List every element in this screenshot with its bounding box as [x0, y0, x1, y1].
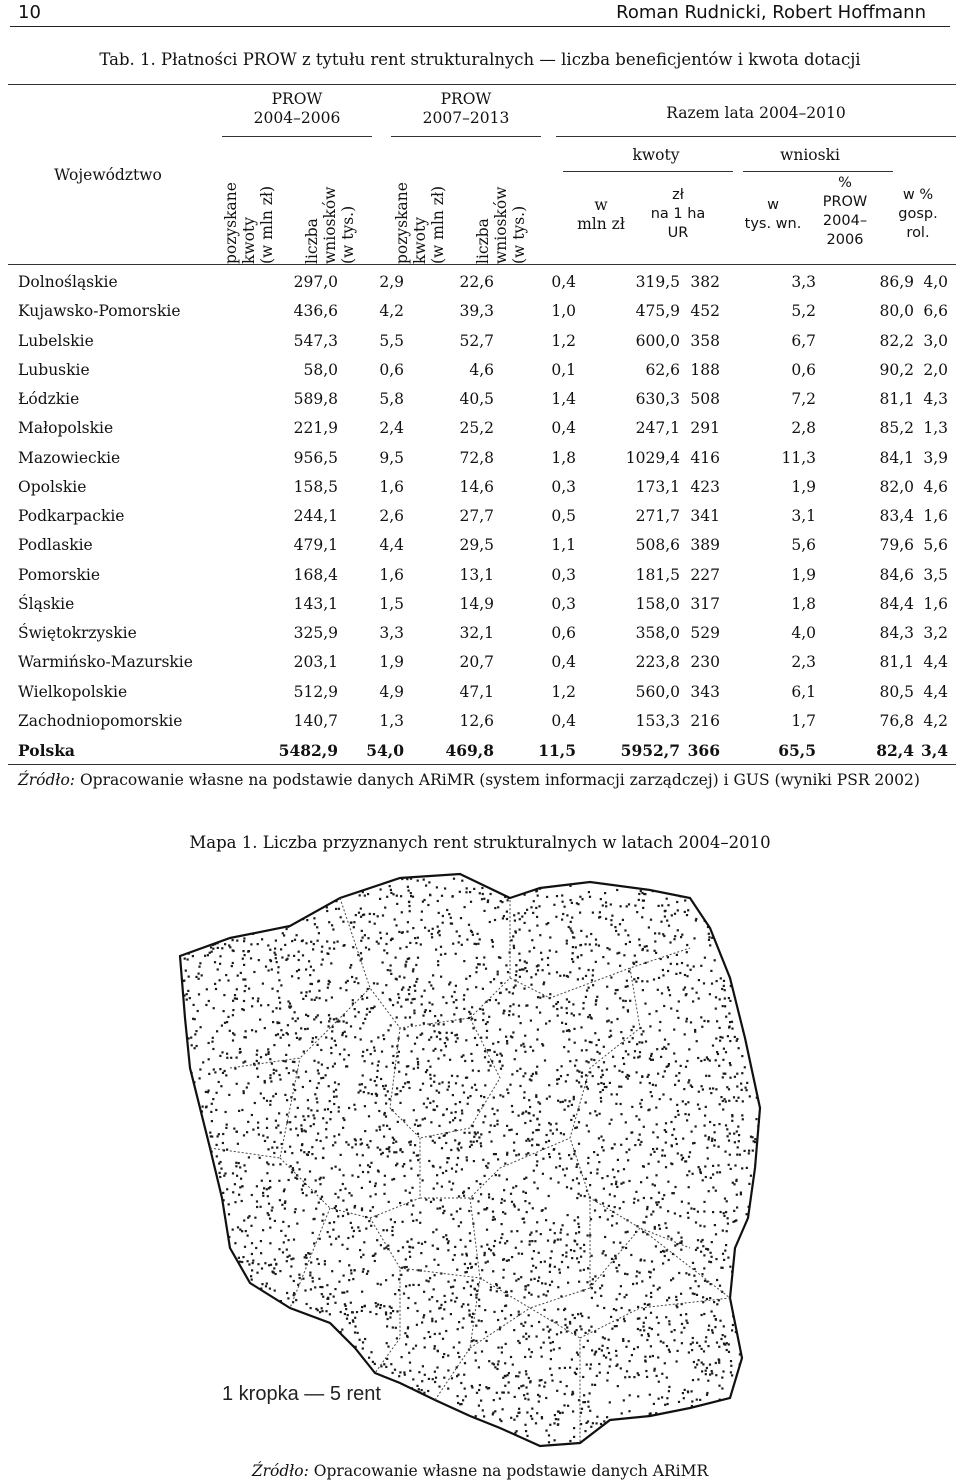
- table-row: [8, 648, 956, 677]
- header-w-tys-wn: [733, 196, 813, 234]
- table-cell: 508: [690, 390, 720, 408]
- table-cell: 1,3: [923, 419, 948, 438]
- table-cell: 382: [690, 273, 720, 291]
- table-row: [8, 444, 956, 473]
- table-row: [8, 327, 956, 356]
- table-caption: Tab. 1. Płatności PROW z tytułu rent strukturalnych — liczba beneficjentów i kwota dotacji: [99, 50, 861, 69]
- voivodeship-name: Wielkopolskie: [18, 682, 128, 701]
- table-cell: 6,1: [791, 682, 816, 701]
- table-cell: 0,4: [551, 711, 576, 730]
- table-cell: 5482,9: [278, 741, 338, 760]
- table-cell: 1,9: [791, 477, 816, 496]
- table-cell: 0,3: [551, 594, 576, 613]
- header-prow1-line1: PROW: [271, 90, 323, 108]
- table-cell: 5952,7: [620, 741, 680, 760]
- table-cell: 1,6: [923, 507, 948, 525]
- table-cell: 508,6: [635, 536, 680, 555]
- table-cell: 1,8: [551, 448, 576, 467]
- table-cell: 1,5: [379, 594, 404, 613]
- kwoty-rule: [563, 171, 733, 172]
- hdr-text: (w mln zł): [258, 185, 276, 264]
- country-border: [180, 874, 760, 1446]
- hdr-text: rol.: [906, 225, 930, 241]
- voivodeship-name: Podkarpackie: [18, 507, 125, 525]
- map-source-text: Opracowanie własne na podstawie danych ARiMR: [308, 1462, 709, 1480]
- table-cell: 4,2: [379, 302, 404, 321]
- table-cell: 2,6: [379, 507, 404, 525]
- table-cell: 4,2: [923, 711, 948, 730]
- table-cell: 341: [690, 507, 720, 525]
- table-cell: 22,6: [459, 273, 494, 291]
- hdr-text: kwoty: [411, 217, 429, 264]
- table-cell: 85,2: [879, 419, 914, 438]
- table-cell: 181,5: [635, 565, 680, 584]
- table-cell: 1,0: [551, 302, 576, 321]
- table-row: [8, 414, 956, 443]
- table-cell: 3,4: [921, 741, 948, 760]
- table-cell: 90,2: [879, 360, 914, 379]
- table-cell: 14,6: [459, 477, 494, 496]
- table-cell: 86,9: [879, 273, 914, 291]
- header-prow2-line1: PROW: [440, 90, 492, 108]
- table-cell: 76,8: [879, 711, 914, 730]
- table-cell: 84,3: [879, 624, 914, 642]
- voivodeship-name: Łódzkie: [18, 390, 80, 408]
- table-cell: 469,8: [445, 741, 494, 760]
- hdr-text: 2006: [826, 232, 864, 248]
- table-cell: 7,2: [791, 390, 816, 408]
- table-cell: 0,3: [551, 565, 576, 584]
- table-cell: 5,6: [923, 536, 948, 555]
- table-cell: 0,6: [379, 360, 404, 379]
- table-cell: 20,7: [459, 653, 494, 672]
- border-podkarpackie: [580, 1298, 730, 1338]
- hdr-text: gosp.: [898, 206, 938, 222]
- table-cell: 630,3: [635, 390, 680, 408]
- table-cell: 11,5: [538, 741, 576, 760]
- table-cell: 3,5: [923, 565, 948, 584]
- table-cell: 244,1: [293, 507, 338, 525]
- table-row: [8, 531, 956, 560]
- border-kujawsko: [390, 1018, 500, 1138]
- table-row: [8, 502, 956, 531]
- table-cell: 366: [687, 741, 720, 760]
- header-liczba-1: [303, 187, 357, 265]
- table-cell: 1,4: [551, 390, 576, 408]
- header-rule: [10, 26, 950, 27]
- voivodeship-name: Śląskie: [18, 594, 75, 613]
- table-cell: 84,6: [879, 565, 914, 584]
- table-cell: 84,4: [879, 594, 914, 613]
- table-cell: 13,1: [459, 565, 494, 584]
- table-cell: 4,4: [379, 536, 404, 555]
- running-head-authors: Roman Rudnicki, Robert Hoffmann: [616, 2, 926, 23]
- table-cell: 82,2: [879, 331, 914, 350]
- table-cell: 32,1: [459, 624, 494, 642]
- voivodeship-name: Świętokrzyskie: [18, 624, 137, 642]
- table-cell: 325,9: [293, 624, 338, 642]
- hdr-text: wniosków: [321, 186, 339, 264]
- table-cell: 4,6: [469, 360, 494, 379]
- table-cell: 83,4: [879, 507, 914, 525]
- table-cell: 0,3: [551, 477, 576, 496]
- table-cell: 4,6: [923, 477, 948, 496]
- table-cell: 4,0: [923, 273, 948, 291]
- table-cell: 343: [690, 682, 720, 701]
- table-row: [8, 678, 956, 707]
- prow1-rule: [222, 136, 372, 137]
- source-label: Źródło:: [18, 771, 76, 789]
- table-cell: 416: [690, 448, 720, 467]
- table-cell: 84,1: [879, 448, 914, 467]
- page-number: 10: [18, 2, 41, 23]
- table-cell: 158,0: [635, 594, 680, 613]
- table-cell: 358,0: [635, 624, 680, 642]
- table-cell: 158,5: [293, 477, 338, 496]
- table-source: [18, 771, 920, 789]
- header-zl-na-ha: [633, 186, 723, 243]
- table-cell: 1,8: [791, 594, 816, 613]
- border-swietokrzyskie: [470, 1198, 590, 1308]
- header-proc-gosp: [886, 186, 950, 243]
- razem-rule: [556, 136, 956, 137]
- table-cell: 1,6: [923, 594, 948, 613]
- hdr-text: UR: [667, 225, 689, 241]
- voivodeship-name: Warmińsko-Mazurskie: [18, 653, 193, 672]
- table-row: [8, 268, 956, 297]
- table-cell: 221,9: [293, 419, 338, 438]
- table-cell: 153,3: [635, 711, 680, 730]
- table-top-rule: [8, 84, 956, 85]
- table-cell: 1029,4: [625, 448, 680, 467]
- table-cell: 0,1: [551, 360, 576, 379]
- header-pozyskane-2: [393, 182, 447, 264]
- hdr-text: (w tys.): [510, 205, 528, 264]
- header-liczba-2: [474, 187, 528, 265]
- table-cell: 12,6: [459, 711, 494, 730]
- page-header: [0, 0, 960, 26]
- table-cell: 58,0: [303, 360, 338, 379]
- table-cell: 14,9: [459, 594, 494, 613]
- table-cell: 0,4: [551, 653, 576, 672]
- table-cell: 1,2: [551, 331, 576, 350]
- table-cell: 1,9: [379, 653, 404, 672]
- table-cell: 2,3: [791, 653, 816, 672]
- table-total-row: [8, 736, 956, 765]
- map-legend: 1 kropka — 5 rent: [222, 1383, 381, 1405]
- table-cell: 39,3: [459, 302, 494, 321]
- table-row: [8, 385, 956, 414]
- table-cell: 4,3: [923, 390, 948, 408]
- header-razem: Razem lata 2004–2010: [666, 104, 846, 122]
- table-cell: 317: [690, 594, 720, 613]
- table-cell: 1,9: [791, 565, 816, 584]
- voivodeship-name: Małopolskie: [18, 419, 114, 438]
- table-cell: 479,1: [293, 536, 338, 555]
- hdr-text: zł: [672, 187, 684, 203]
- header-prow-2004-2006: [222, 90, 372, 128]
- table-cell: 188: [690, 360, 720, 379]
- table-cell: 168,4: [293, 565, 338, 584]
- table-bottom-rule: [8, 764, 956, 765]
- table-cell: 6,6: [923, 302, 948, 321]
- poland-dot-map: [170, 868, 770, 1452]
- table-cell: 80,0: [879, 302, 914, 321]
- table-cell: 1,3: [379, 711, 404, 730]
- table-cell: 512,9: [293, 682, 338, 701]
- table-cell: 247,1: [635, 419, 680, 438]
- header-prow2-line2: 2007–2013: [422, 109, 510, 127]
- header-wnioski: wnioski: [780, 146, 840, 164]
- table-cell: 81,1: [879, 390, 914, 408]
- hdr-text: wniosków: [492, 186, 510, 264]
- hdr-text: (w tys.): [339, 205, 357, 264]
- table-cell: 297,0: [293, 273, 338, 291]
- table-row: [8, 590, 956, 619]
- table-cell: 1,1: [551, 536, 576, 555]
- header-bottom-rule: [8, 264, 956, 265]
- border-opolskie: [370, 1218, 400, 1373]
- table-cell: 3,3: [379, 624, 404, 642]
- hdr-text: PROW: [822, 194, 868, 210]
- table-cell: 140,7: [293, 711, 338, 730]
- header-kwoty: kwoty: [632, 146, 680, 164]
- table-cell: 0,4: [551, 419, 576, 438]
- table-cell: 0,6: [791, 360, 816, 379]
- table-cell: 72,8: [459, 448, 494, 467]
- table-cell: 82,0: [879, 477, 914, 496]
- table-cell: 4,9: [379, 682, 404, 701]
- table-cell: 143,1: [293, 594, 338, 613]
- table-cell: 423: [690, 477, 720, 496]
- table-cell: 2,4: [379, 419, 404, 438]
- table-cell: 956,5: [293, 448, 338, 467]
- hdr-text: tys. wn.: [744, 216, 802, 232]
- map-caption: Mapa 1. Liczba przyznanych rent strukturalnych w latach 2004–2010: [189, 833, 771, 852]
- voivodeship-name: Polska: [18, 741, 75, 760]
- border-warminsko: [510, 948, 690, 998]
- table-row: [8, 297, 956, 326]
- table-cell: 216: [690, 711, 720, 730]
- table-cell: 203,1: [293, 653, 338, 672]
- table-cell: 475,9: [635, 302, 680, 321]
- header-pozyskane-1: [222, 182, 276, 264]
- table-cell: 230: [690, 653, 720, 672]
- map-source-label: Źródło:: [251, 1462, 309, 1480]
- voivodeship-name: Kujawsko-Pomorskie: [18, 302, 181, 321]
- table-cell: 40,5: [459, 390, 494, 408]
- voivodeship-name: Opolskie: [18, 477, 87, 496]
- table-cell: 9,5: [379, 448, 404, 467]
- table-cell: 3,0: [923, 331, 948, 350]
- voivodeship-borders: [210, 898, 730, 1443]
- table-cell: 0,6: [551, 624, 576, 642]
- table-cell: 5,5: [379, 331, 404, 350]
- table-cell: 1,6: [379, 565, 404, 584]
- table-row: [8, 473, 956, 502]
- voivodeship-name: Lubuskie: [18, 360, 90, 379]
- table-cell: 223,8: [635, 653, 680, 672]
- table-cell: 5,2: [791, 302, 816, 321]
- hdr-text: w: [767, 197, 779, 213]
- voivodeship-name: Podlaskie: [18, 536, 93, 555]
- data-table: [8, 84, 956, 764]
- table-cell: 5,6: [791, 536, 816, 555]
- table-cell: 6,7: [791, 331, 816, 350]
- border-pomorskie: [340, 898, 510, 1028]
- table-cell: 3,9: [923, 448, 948, 467]
- header-wojewodztwo: Województwo: [54, 166, 162, 184]
- table-cell: 2,0: [923, 360, 948, 379]
- table-cell: 529: [690, 624, 720, 642]
- table-cell: 25,2: [459, 419, 494, 438]
- table-cell: 358: [690, 331, 720, 350]
- wnioski-rule: [743, 171, 893, 172]
- table-cell: 4,4: [923, 653, 948, 672]
- table-cell: 3,1: [791, 507, 816, 525]
- source-text: Opracowanie własne na podstawie danych ARiMR (system informacji zarządczej) i GUS (wyniki PSR 2002): [75, 771, 920, 789]
- table-cell: 0,4: [551, 273, 576, 291]
- table-cell: 62,6: [645, 360, 680, 379]
- table-cell: 2,8: [791, 419, 816, 438]
- table-row: [8, 707, 956, 736]
- table-cell: 1,7: [791, 711, 816, 730]
- table-cell: 389: [690, 536, 720, 555]
- table-cell: 1,6: [379, 477, 404, 496]
- hdr-text: %: [838, 175, 852, 191]
- hdr-text: (w mln zł): [429, 185, 447, 264]
- hdr-text: na 1 ha: [650, 206, 706, 222]
- header-prow-2007-2013: [391, 90, 541, 128]
- table-row: [8, 356, 956, 385]
- table-cell: 319,5: [635, 273, 680, 291]
- voivodeship-name: Dolnośląskie: [18, 273, 118, 291]
- voivodeship-name: Zachodniopomorskie: [18, 711, 183, 730]
- hdr-text: liczba: [474, 218, 492, 264]
- hdr-text: mln zł: [577, 215, 625, 233]
- table-row: [8, 561, 956, 590]
- table-cell: 4,0: [791, 624, 816, 642]
- table-cell: 79,6: [879, 536, 914, 555]
- table-cell: 0,5: [551, 507, 576, 525]
- table-cell: 80,5: [879, 682, 914, 701]
- table-cell: 1,2: [551, 682, 576, 701]
- voivodeship-name: Mazowieckie: [18, 448, 121, 467]
- border-mazowieckie: [570, 968, 690, 1248]
- map-svg: [170, 868, 770, 1452]
- table-cell: 2,9: [379, 273, 404, 291]
- table-cell: 27,7: [459, 507, 494, 525]
- header-proc-prow: [803, 174, 887, 250]
- table-cell: 4,4: [923, 682, 948, 701]
- hdr-text: pozyskane: [222, 182, 240, 264]
- table-cell: 5,8: [379, 390, 404, 408]
- table-cell: 600,0: [635, 331, 680, 350]
- table-cell: 52,7: [459, 331, 494, 350]
- table-cell: 560,0: [635, 682, 680, 701]
- header-prow1-line2: 2004–2006: [253, 109, 341, 127]
- hdr-text: pozyskane: [393, 182, 411, 264]
- prow2-rule: [391, 136, 541, 137]
- table-cell: 271,7: [635, 507, 680, 525]
- table-cell: 65,5: [778, 741, 816, 760]
- table-cell: 452: [690, 302, 720, 321]
- table-cell: 11,3: [781, 448, 816, 467]
- hdr-text: w: [594, 196, 608, 214]
- voivodeship-name: Lubelskie: [18, 331, 94, 350]
- border-lodzkie: [420, 1138, 570, 1198]
- table-cell: 173,1: [635, 477, 680, 496]
- table-cell: 3,2: [923, 624, 948, 642]
- table-cell: 589,8: [293, 390, 338, 408]
- rent-dots: [170, 868, 770, 1452]
- table-row: [8, 619, 956, 648]
- table-cell: 436,6: [293, 302, 338, 321]
- voivodeship-name: Pomorskie: [18, 565, 101, 584]
- table-cell: 29,5: [459, 536, 494, 555]
- table-cell: 227: [690, 565, 720, 584]
- hdr-text: 2004–: [822, 213, 868, 229]
- table-cell: 547,3: [293, 331, 338, 350]
- table-cell: 47,1: [459, 682, 494, 701]
- table-cell: 81,1: [879, 653, 914, 672]
- hdr-text: kwoty: [240, 217, 258, 264]
- table-cell: 3,3: [791, 273, 816, 291]
- hdr-text: liczba: [303, 218, 321, 264]
- table-cell: 54,0: [366, 741, 404, 760]
- map-source: [0, 1462, 960, 1480]
- table-cell: 82,4: [876, 741, 914, 760]
- table-cell: 291: [690, 419, 720, 438]
- border-dolnoslaskie: [290, 1208, 330, 1308]
- hdr-text: w %: [902, 187, 934, 203]
